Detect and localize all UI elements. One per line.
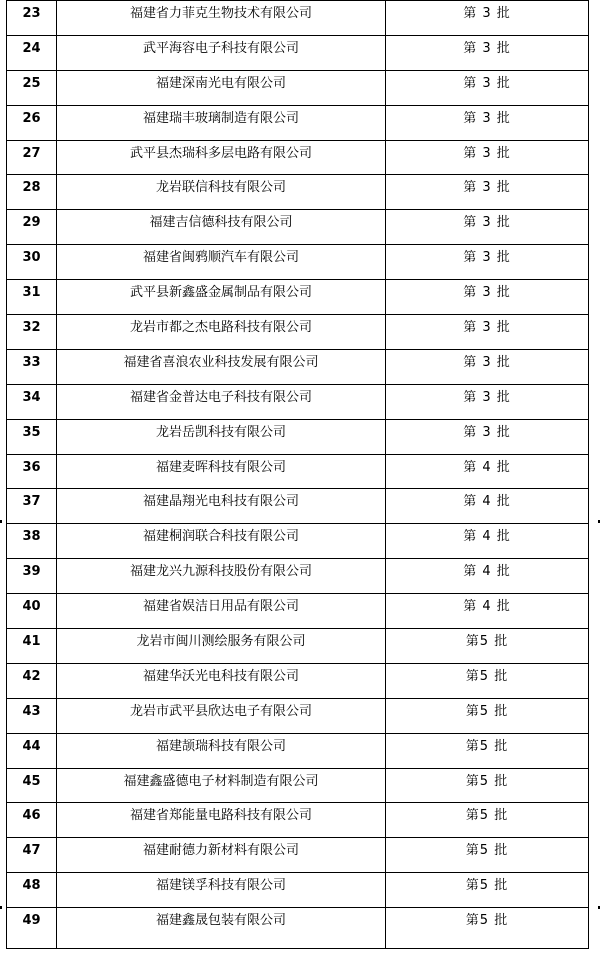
row-number-cell [7, 454, 57, 489]
table-row [7, 175, 589, 210]
row-number-cell [7, 210, 57, 245]
row-number-text: 49 [22, 913, 41, 929]
batch-text: 第 4 批 [463, 529, 511, 545]
company-name-cell [57, 384, 386, 419]
batch-cell [386, 315, 589, 350]
company-name-text: 福建龙兴九源科技股份有限公司 [129, 564, 312, 580]
company-name-cell [57, 908, 386, 949]
batch-text: 第 3 批 [463, 354, 511, 370]
table-row [7, 245, 589, 280]
batch-cell [386, 559, 589, 594]
row-number-cell [7, 838, 57, 873]
table-row [7, 663, 589, 698]
company-list-table [6, 0, 589, 949]
company-name-cell [57, 733, 386, 768]
batch-cell [386, 175, 589, 210]
company-name-cell [57, 559, 386, 594]
table-row [7, 733, 589, 768]
batch-text: 第 3 批 [463, 424, 511, 440]
batch-cell [386, 384, 589, 419]
batch-text: 第5 批 [465, 738, 509, 754]
company-name-cell [57, 140, 386, 175]
batch-text: 第 3 批 [463, 145, 511, 161]
row-number-text: 24 [22, 40, 41, 56]
row-number-text: 31 [22, 285, 41, 301]
row-number-text: 29 [22, 215, 41, 231]
company-name-text: 福建晶翔光电科技有限公司 [142, 494, 299, 510]
row-number-text: 45 [22, 773, 41, 789]
company-name-text: 福建瑞丰玻璃制造有限公司 [142, 110, 299, 126]
batch-cell [386, 70, 589, 105]
company-name-cell [57, 245, 386, 280]
batch-cell [386, 349, 589, 384]
table-row [7, 524, 589, 559]
company-name-text: 武平县新鑫盛金属制品有限公司 [129, 285, 312, 301]
batch-text: 第 3 批 [463, 250, 511, 266]
table-row [7, 698, 589, 733]
row-number-cell [7, 140, 57, 175]
company-name-cell [57, 594, 386, 629]
row-number-cell [7, 245, 57, 280]
row-number-text: 23 [22, 6, 41, 21]
row-number-cell [7, 315, 57, 350]
table-row [7, 35, 589, 70]
batch-cell [386, 663, 589, 698]
company-name-text: 福建省力菲克生物技术有限公司 [129, 6, 312, 21]
row-number-cell [7, 419, 57, 454]
company-name-text: 福建华沃光电科技有限公司 [142, 668, 299, 684]
company-name-cell [57, 70, 386, 105]
company-name-text: 龙岩市都之杰电路科技有限公司 [129, 320, 312, 336]
company-name-text: 武平县杰瑞科多层电路有限公司 [129, 145, 312, 161]
table-row [7, 315, 589, 350]
row-number-text: 26 [22, 110, 41, 126]
row-number-text: 27 [22, 145, 41, 161]
company-name-text: 福建省喜浪农业科技发展有限公司 [123, 354, 319, 370]
batch-text: 第5 批 [465, 913, 509, 929]
row-number-text: 30 [22, 250, 41, 266]
batch-text: 第 3 批 [463, 75, 511, 91]
batch-cell [386, 489, 589, 524]
table-row [7, 1, 589, 36]
row-number-text: 38 [22, 529, 41, 545]
company-name-text: 龙岩岳凯科技有限公司 [155, 424, 286, 440]
batch-cell [386, 768, 589, 803]
row-number-text: 33 [22, 354, 41, 370]
company-name-cell [57, 175, 386, 210]
batch-cell [386, 524, 589, 559]
table-row [7, 803, 589, 838]
table-row [7, 489, 589, 524]
row-number-cell [7, 594, 57, 629]
batch-text: 第 3 批 [463, 320, 511, 336]
row-number-cell [7, 908, 57, 949]
company-name-text: 福建省闽鸦顺汽车有限公司 [142, 250, 299, 266]
batch-text: 第5 批 [465, 634, 509, 650]
company-name-text: 福建省郑能量电路科技有限公司 [129, 808, 312, 824]
batch-cell [386, 803, 589, 838]
row-number-text: 47 [22, 843, 41, 859]
batch-text: 第 3 批 [463, 389, 511, 405]
table-row [7, 210, 589, 245]
company-name-cell [57, 105, 386, 140]
batch-cell [386, 873, 589, 908]
row-number-cell [7, 803, 57, 838]
row-number-text: 44 [22, 738, 41, 754]
table-row [7, 768, 589, 803]
batch-text: 第 4 批 [463, 564, 511, 580]
batch-text: 第5 批 [465, 668, 509, 684]
row-number-text: 43 [22, 703, 41, 719]
company-name-text: 福建颉瑞科技有限公司 [155, 738, 286, 754]
row-number-cell [7, 70, 57, 105]
table-row [7, 454, 589, 489]
batch-text: 第5 批 [465, 878, 509, 894]
company-name-text: 福建深南光电有限公司 [155, 75, 286, 91]
row-number-cell [7, 873, 57, 908]
row-number-cell [7, 35, 57, 70]
company-name-text: 福建耐德力新材料有限公司 [142, 843, 299, 859]
table-row [7, 280, 589, 315]
batch-cell [386, 908, 589, 949]
row-number-text: 41 [22, 634, 41, 650]
company-name-text: 龙岩市武平县欣达电子有限公司 [129, 703, 312, 719]
row-number-text: 48 [22, 878, 41, 894]
batch-cell [386, 629, 589, 664]
batch-text: 第5 批 [465, 843, 509, 859]
batch-cell [386, 210, 589, 245]
batch-cell [386, 838, 589, 873]
table-row [7, 105, 589, 140]
batch-text: 第 3 批 [463, 285, 511, 301]
batch-text: 第 3 批 [463, 180, 511, 196]
row-number-text: 42 [22, 668, 41, 684]
company-name-text: 福建省娱洁日用品有限公司 [142, 599, 299, 615]
row-number-text: 35 [22, 424, 41, 440]
margin-mark [0, 520, 2, 523]
company-name-cell [57, 524, 386, 559]
company-name-cell [57, 698, 386, 733]
company-name-cell [57, 349, 386, 384]
batch-cell [386, 245, 589, 280]
table-row [7, 419, 589, 454]
row-number-cell [7, 280, 57, 315]
table-row [7, 629, 589, 664]
batch-cell [386, 280, 589, 315]
row-number-text: 36 [22, 459, 41, 475]
row-number-cell [7, 384, 57, 419]
batch-text: 第 3 批 [463, 215, 511, 231]
row-number-text: 40 [22, 599, 41, 615]
company-name-text: 福建镁孚科技有限公司 [155, 878, 286, 894]
batch-cell [386, 594, 589, 629]
batch-text: 第 4 批 [463, 599, 511, 615]
batch-cell [386, 35, 589, 70]
row-number-cell [7, 105, 57, 140]
table-row [7, 838, 589, 873]
table-row [7, 349, 589, 384]
row-number-text: 34 [22, 389, 41, 405]
margin-mark [0, 906, 2, 909]
row-number-text: 39 [22, 564, 41, 580]
table-row [7, 594, 589, 629]
company-name-cell [57, 1, 386, 36]
table-row [7, 70, 589, 105]
company-name-text: 福建鑫晟包装有限公司 [155, 913, 286, 929]
row-number-cell [7, 768, 57, 803]
table-row [7, 908, 589, 949]
table-row [7, 384, 589, 419]
company-name-cell [57, 454, 386, 489]
row-number-cell [7, 559, 57, 594]
batch-cell [386, 1, 589, 36]
company-name-text: 龙岩市闽川测绘服务有限公司 [136, 634, 306, 650]
company-name-cell [57, 35, 386, 70]
company-name-text: 福建鑫盛德电子材料制造有限公司 [123, 773, 319, 789]
row-number-cell [7, 733, 57, 768]
batch-text: 第5 批 [465, 773, 509, 789]
row-number-text: 37 [22, 494, 41, 510]
batch-text: 第 3 批 [463, 110, 511, 126]
row-number-text: 25 [22, 75, 41, 91]
table-row [7, 559, 589, 594]
company-name-cell [57, 873, 386, 908]
row-number-text: 32 [22, 320, 41, 336]
company-name-cell [57, 663, 386, 698]
batch-cell [386, 733, 589, 768]
row-number-cell [7, 175, 57, 210]
company-name-cell [57, 803, 386, 838]
row-number-text: 46 [22, 808, 41, 824]
company-name-cell [57, 280, 386, 315]
company-name-text: 龙岩联信科技有限公司 [155, 180, 286, 196]
row-number-cell [7, 629, 57, 664]
company-name-cell [57, 315, 386, 350]
company-name-text: 福建麦晖科技有限公司 [155, 459, 286, 475]
batch-cell [386, 140, 589, 175]
company-name-cell [57, 768, 386, 803]
row-number-cell [7, 1, 57, 36]
company-name-text: 福建桐润联合科技有限公司 [142, 529, 299, 545]
company-name-cell [57, 838, 386, 873]
row-number-cell [7, 663, 57, 698]
batch-cell [386, 454, 589, 489]
batch-cell [386, 419, 589, 454]
table-body [7, 1, 589, 949]
batch-cell [386, 105, 589, 140]
company-name-cell [57, 419, 386, 454]
company-name-text: 武平海容电子科技有限公司 [142, 40, 299, 56]
company-name-cell [57, 489, 386, 524]
batch-text: 第5 批 [465, 808, 509, 824]
company-name-cell [57, 210, 386, 245]
batch-text: 第 4 批 [463, 494, 511, 510]
batch-text: 第 4 批 [463, 459, 511, 475]
row-number-cell [7, 524, 57, 559]
company-name-text: 福建吉信德科技有限公司 [149, 215, 293, 231]
table-row [7, 873, 589, 908]
row-number-text: 28 [22, 180, 41, 196]
row-number-cell [7, 349, 57, 384]
row-number-cell [7, 698, 57, 733]
batch-text: 第5 批 [465, 703, 509, 719]
company-name-cell [57, 629, 386, 664]
batch-text: 第 3 批 [463, 6, 511, 21]
batch-text: 第 3 批 [463, 40, 511, 56]
table-row [7, 140, 589, 175]
batch-cell [386, 698, 589, 733]
company-name-text: 福建省金普达电子科技有限公司 [129, 389, 312, 405]
row-number-cell [7, 489, 57, 524]
